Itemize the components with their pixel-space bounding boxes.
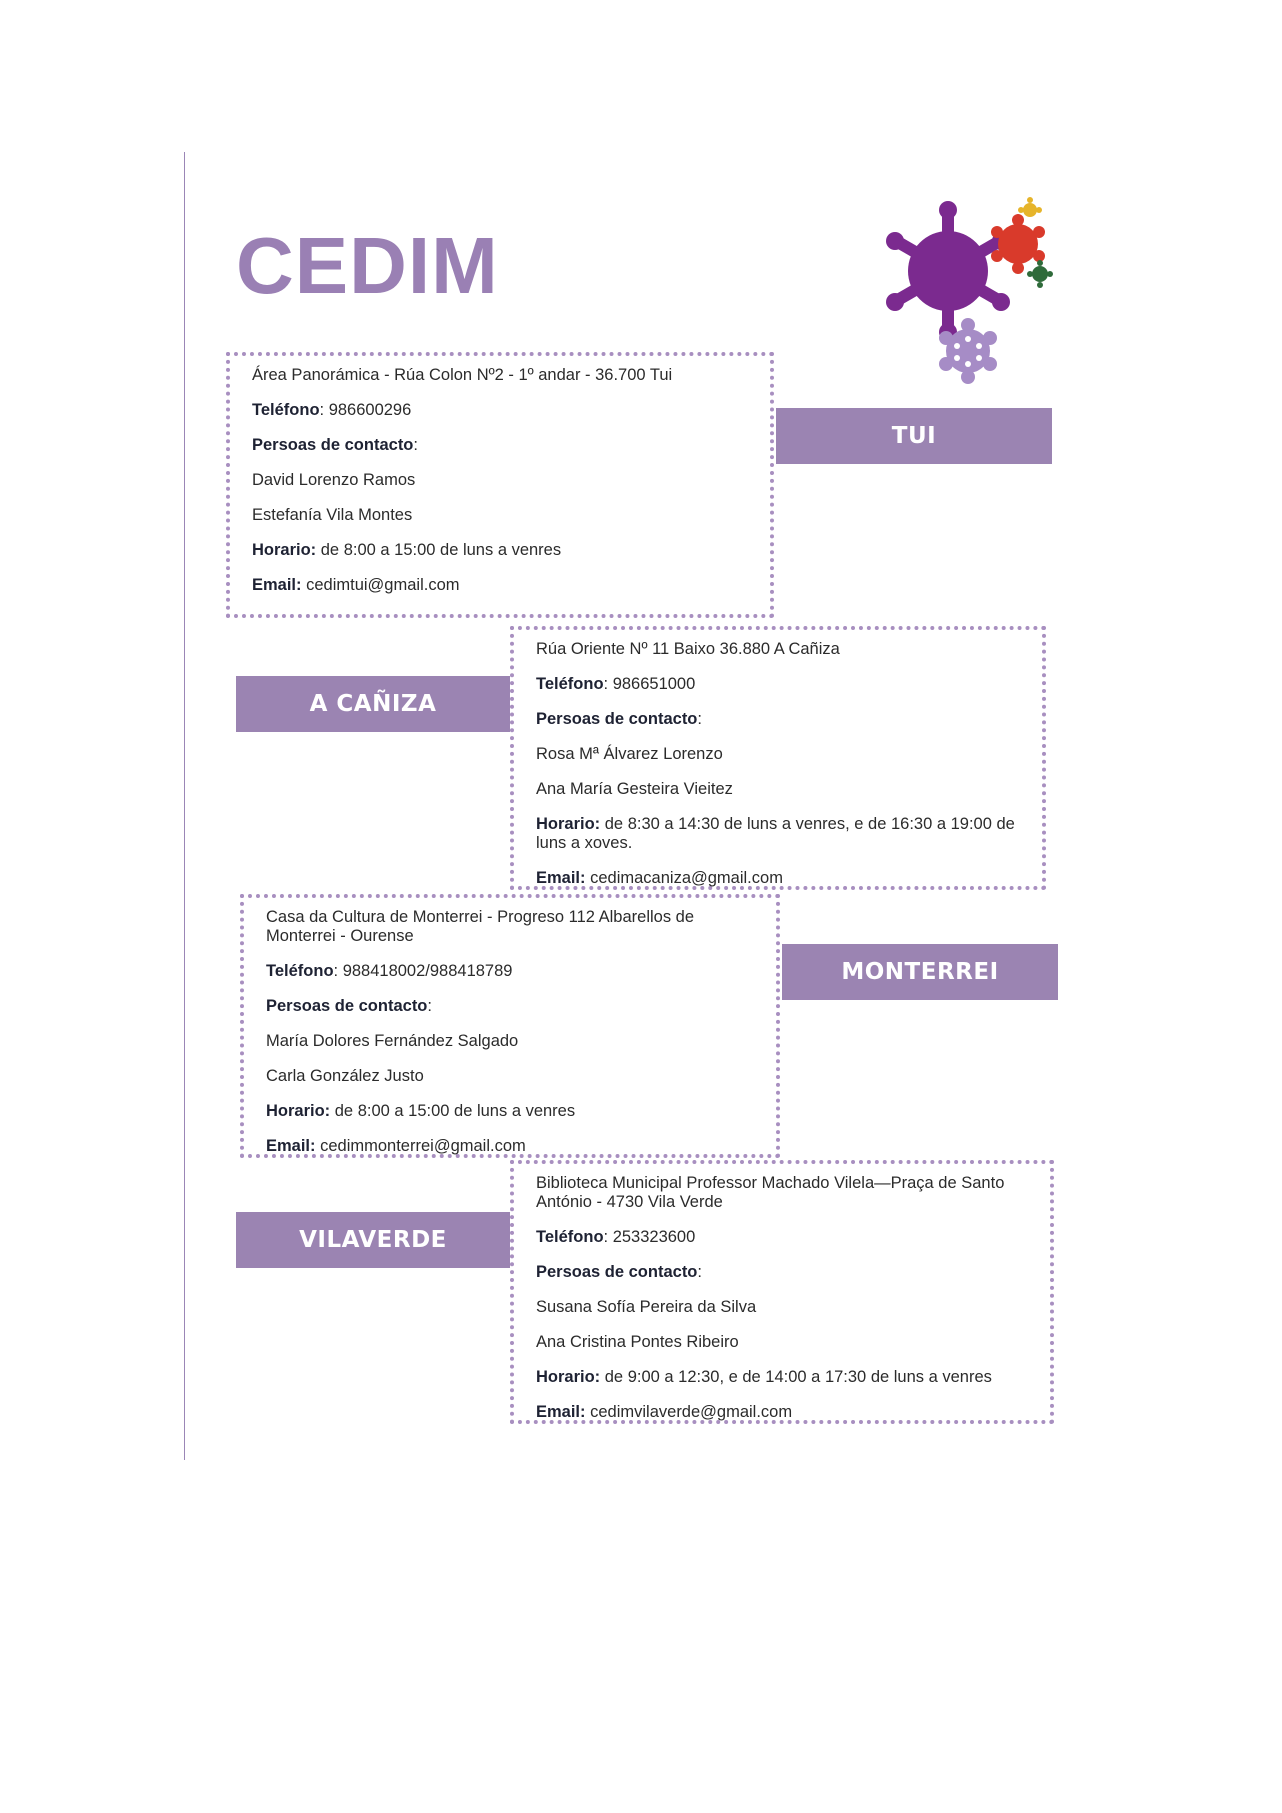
logo-green-gear [1027, 260, 1053, 288]
hours-label: Horario: [266, 1101, 331, 1120]
contacts-suffix: : [413, 435, 418, 454]
email-value[interactable]: cedimacaniza@gmail.com [585, 868, 783, 887]
hours-label: Horario: [252, 540, 317, 559]
contact-person: Ana Cristina Pontes Ribeiro [536, 1332, 739, 1351]
hours-value: de 9:00 a 12:30, e de 14:00 a 17:30 de luns a venres [600, 1367, 992, 1386]
phone-value: : 988418002/988418789 [333, 961, 513, 980]
contact-person: Ana María Gesteira Vieitez [536, 779, 733, 798]
contact-person: Susana Sofía Pereira da Silva [536, 1297, 757, 1316]
hours-value: de 8:00 a 15:00 de luns a venres [316, 540, 562, 559]
hours-label: Horario: [536, 814, 601, 833]
email-value[interactable]: cedimtui@gmail.com [301, 575, 460, 594]
page-title: CEDIM [236, 221, 499, 310]
contacts-suffix: : [697, 1262, 702, 1281]
contacts-label: Persoas de contacto [252, 435, 414, 454]
phone-label: Teléfono [536, 674, 604, 693]
contacts-label: Persoas de contacto [536, 1262, 698, 1281]
center-address: Rúa Oriente Nº 11 Baixo 36.880 A Cañiza [536, 640, 840, 658]
contacts-label: Persoas de contacto [536, 709, 698, 728]
hours-value: de 8:30 a 14:30 de luns a venres, e de 16:30 a 19:00 de luns a xoves. [536, 814, 1015, 852]
center-tab-tui: TUI [776, 408, 1052, 464]
center-address: Biblioteca Municipal Professor Machado Vilela—Praça de Santo António - 4730 Vila Verde [536, 1174, 1005, 1211]
email-label: Email: [536, 868, 586, 887]
hours-label: Horario: [536, 1367, 601, 1386]
phone-value: : 253323600 [603, 1227, 696, 1246]
email-label: Email: [536, 1402, 586, 1421]
center-info-box-vilaverde [510, 1160, 1054, 1424]
email-label: Email: [266, 1136, 316, 1155]
phone-value: : 986600296 [319, 400, 412, 419]
phone-label: Teléfono [252, 400, 320, 419]
hours-value: de 8:00 a 15:00 de luns a venres [330, 1101, 576, 1120]
contact-person: David Lorenzo Ramos [252, 470, 416, 489]
logo-red-gear [991, 214, 1045, 274]
margin-rule [184, 152, 185, 1460]
center-tab-monterrei: MONTERREI [782, 944, 1058, 1000]
center-tab-a-caniza: A CAÑIZA [236, 676, 510, 732]
email-value[interactable]: cedimmonterrei@gmail.com [315, 1136, 526, 1155]
phone-label: Teléfono [536, 1227, 604, 1246]
logo-purple-gear [886, 201, 1010, 341]
center-info-box-monterrei [240, 894, 780, 1158]
cedim-logo [868, 196, 1068, 386]
contacts-suffix: : [427, 996, 432, 1015]
logo-yellow-gear [1018, 197, 1042, 217]
center-address: Casa da Cultura de Monterrei - Progreso 112 Albarellos de Monterrei - Ourense [266, 908, 695, 945]
contact-person: María Dolores Fernández Salgado [266, 1031, 519, 1050]
contact-person: Carla González Justo [266, 1066, 424, 1085]
center-info-box-a-caniza [510, 626, 1046, 890]
center-tab-vilaverde: VILAVERDE [236, 1212, 510, 1268]
center-info-box-tui [226, 352, 774, 618]
email-label: Email: [252, 575, 302, 594]
email-value[interactable]: cedimvilaverde@gmail.com [585, 1402, 793, 1421]
contact-person: Rosa Mª Álvarez Lorenzo [536, 744, 723, 763]
contacts-label: Persoas de contacto [266, 996, 428, 1015]
contact-person: Estefanía Vila Montes [252, 505, 413, 524]
phone-label: Teléfono [266, 961, 334, 980]
contacts-suffix: : [697, 709, 702, 728]
center-address: Área Panorámica - Rúa Colon Nº2 - 1º andar - 36.700 Tui [252, 366, 673, 384]
phone-value: : 986651000 [603, 674, 696, 693]
